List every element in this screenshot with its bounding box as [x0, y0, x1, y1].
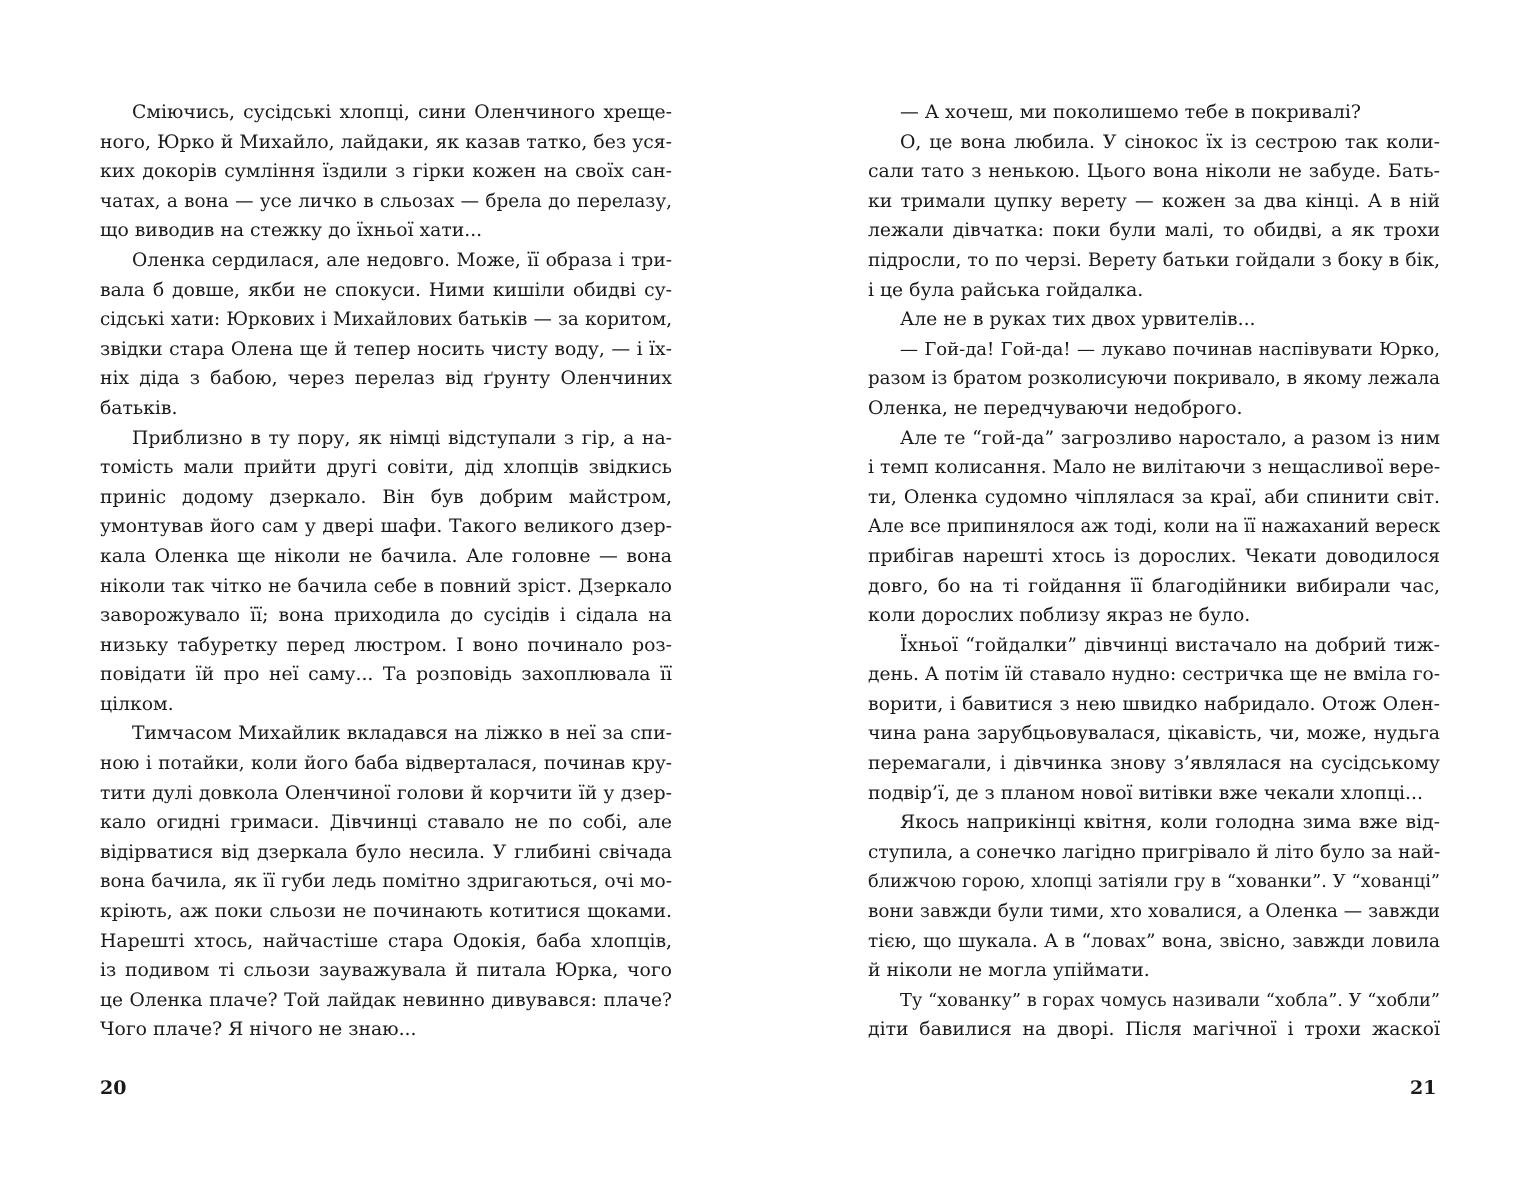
text-line: ти, Оленка судомно чіплялася за краї, аби спинити світ.	[868, 486, 1440, 508]
text-line: подвір’ї, де з планом нової витівки вже чекали хлопці...	[868, 782, 1423, 804]
text-line: із подивом ті сльози зауважувала й питала Юрка, чого	[100, 960, 672, 982]
page-number-left: 20	[100, 1077, 127, 1099]
text-line: Ту “хованку” в горах чомусь називали “хобла”. У “хобли”	[900, 989, 1440, 1011]
text-line: приніс додому дзеркало. Він був добрим майстром,	[100, 486, 672, 508]
text-line: й ніколи не могла упіймати.	[868, 960, 1150, 982]
right-page-text	[868, 98, 1440, 1045]
text-line: низьку табуретку перед люстром. І воно починало роз-	[100, 634, 672, 656]
text-line: кріють, аж поки сльози не починають котитися щоками.	[100, 901, 672, 923]
text-line: Сміючись, сусідські хлопці, сини Оленчиного хреще-	[132, 102, 672, 123]
text-line: ких докорів сумління їздили з гірки кожен на своїх сан-	[100, 161, 672, 183]
text-line: Оленка сердилася, але недовго. Може, її образа і три-	[132, 249, 672, 271]
text-line: підросли, то по черзі. Верету батьки гойдали з боку в бік,	[868, 249, 1440, 271]
text-line: ворити, і бавитися з нею швидко набридало. Отож Олен-	[868, 693, 1440, 715]
text-line: заворожувало її; вона приходила до сусідів і сідала на	[100, 605, 672, 627]
text-line: і це була райська гойдалка.	[868, 279, 1144, 301]
text-line: Нарешті хтось, найчастіше стара Одокія, баба хлопців,	[100, 930, 672, 952]
text-line: прибігав нарешті хтось із дорослих. Чекати доводилося	[868, 545, 1440, 567]
text-line: перемагали, і дівчинка знову з’являлася на сусідському	[868, 753, 1440, 775]
page-number-right: 21	[1410, 1077, 1437, 1099]
text-line: діти бавилися на дворі. Після магічної і трохи жаскої	[868, 1019, 1440, 1041]
text-line: — Гой-да! Гой-да! — лукаво починав наспівувати Юрко,	[900, 338, 1440, 360]
text-line: це Оленка плаче? Той лайдак невинно дивувався: плаче?	[100, 989, 672, 1011]
text-line: ного, Юрко й Михайло, лайдаки, як казав татко, без уся-	[100, 131, 672, 153]
text-line: сідські хати: Юркових і Михайлових батьків — за коритом,	[100, 309, 672, 331]
text-line: тією, що шукала. А в “ловах” вона, звісно, завжди ловила	[868, 930, 1440, 952]
text-line: ніх діда з бабою, через перелаз від ґрунту Оленчиних	[100, 368, 672, 390]
text-line: лежали дівчатка: поки були малі, то обидві, а як трохи	[868, 220, 1440, 242]
text-line: чатах, а вона — усе личко в сльозах — брела до перелазу,	[100, 190, 672, 212]
text-line: томість мали прийти другі совіти, дід хлопців звідкись	[100, 457, 672, 479]
text-line: Приблизно в ту пору, як німці відступали з гір, а на-	[132, 427, 672, 449]
text-line: Чого плаче? Я нічого не знаю...	[100, 1019, 417, 1041]
text-line: Якось наприкінці квітня, коли голодна зима вже від-	[900, 812, 1440, 834]
text-line: вала б довше, якби не спокуси. Ними кишіли обидві су-	[100, 279, 672, 301]
text-line: батьків.	[100, 397, 178, 419]
text-line: чина рана зарубцьовувалася, цікавість, чи, може, нудьга	[868, 723, 1440, 745]
text-line: тити дулі довкола Оленчиної голови й корчити їй у дзер-	[100, 782, 672, 804]
text-line: вони завжди були тими, хто ховалися, а Оленка — завжди	[868, 901, 1440, 923]
text-line: звідки стара Олена ще й тепер носить чисту воду, — і їх-	[100, 338, 672, 360]
text-line: О, це вона любила. У сінокос їх із сестрою так коли-	[900, 131, 1440, 153]
text-line: — А хочеш, ми поколишемо тебе в покривалі?	[900, 102, 1361, 123]
text-line: цілком.	[100, 693, 174, 715]
text-line: Тимчасом Михайлик вкладався на ліжко в неї за спи-	[132, 723, 672, 745]
text-line: ступила, а сонечко лагідно пригрівало й літо було за най-	[868, 841, 1441, 863]
text-line: разом із братом розколисуючи покривало, в якому лежала	[868, 368, 1440, 390]
text-line: кала Оленка ще ніколи не бачила. Але головне — вона	[100, 545, 672, 567]
text-line: ніколи так чітко не бачила себе в повний зріст. Дзеркало	[100, 575, 672, 597]
text-line: ною і потайки, коли його баба відверталася, починав кру-	[100, 753, 672, 775]
text-line: ближчою горою, хлопці затіяли гру в “хованки”. У “хованці”	[868, 871, 1440, 893]
left-page-text	[100, 98, 672, 1045]
text-line: вона бачила, як її губи ледь помітно здригаються, очі мо-	[100, 871, 672, 893]
text-line: день. А потім їй ставало нудно: сестричка ще не вміла го-	[868, 664, 1440, 686]
text-line: і темп колисання. Мало не вилітаючи з нещасливої вере-	[868, 457, 1441, 479]
text-line: Їхньої “гойдалки” дівчинці вистачало на добрий тиж-	[900, 634, 1440, 656]
text-line: повідати їй про неї саму... Та розповідь захоплювала її	[100, 664, 672, 686]
text-line: ки тримали цупку верету — кожен за два кінці. А в ній	[868, 190, 1440, 212]
text-line: Але не в руках тих двох урвителів...	[900, 309, 1256, 331]
text-line: Але те “гой-да” загрозливо наростало, а разом із ним	[900, 427, 1440, 449]
text-line: довго, бо на ті гойдання її благодійники вибирали час,	[868, 575, 1440, 597]
text-line: умонтував його сам у двері шафи. Такого великого дзер-	[100, 516, 672, 538]
text-line: кало огидні гримаси. Дівчинці ставало не по собі, але	[100, 812, 672, 834]
text-line: Оленка, не передчуваючи недоброго.	[868, 397, 1243, 419]
text-line: відірватися від дзеркала було несила. У глибині свічада	[100, 841, 672, 863]
text-line: що виводив на стежку до їхньої хати...	[100, 220, 483, 242]
text-line: коли дорослих поблизу якраз не було.	[868, 605, 1251, 627]
text-line: сали тато з ненькою. Цього вона ніколи не забуде. Бать-	[868, 161, 1440, 183]
text-line: Але все припинялося аж тоді, коли на її нажаханий вереск	[868, 516, 1441, 538]
